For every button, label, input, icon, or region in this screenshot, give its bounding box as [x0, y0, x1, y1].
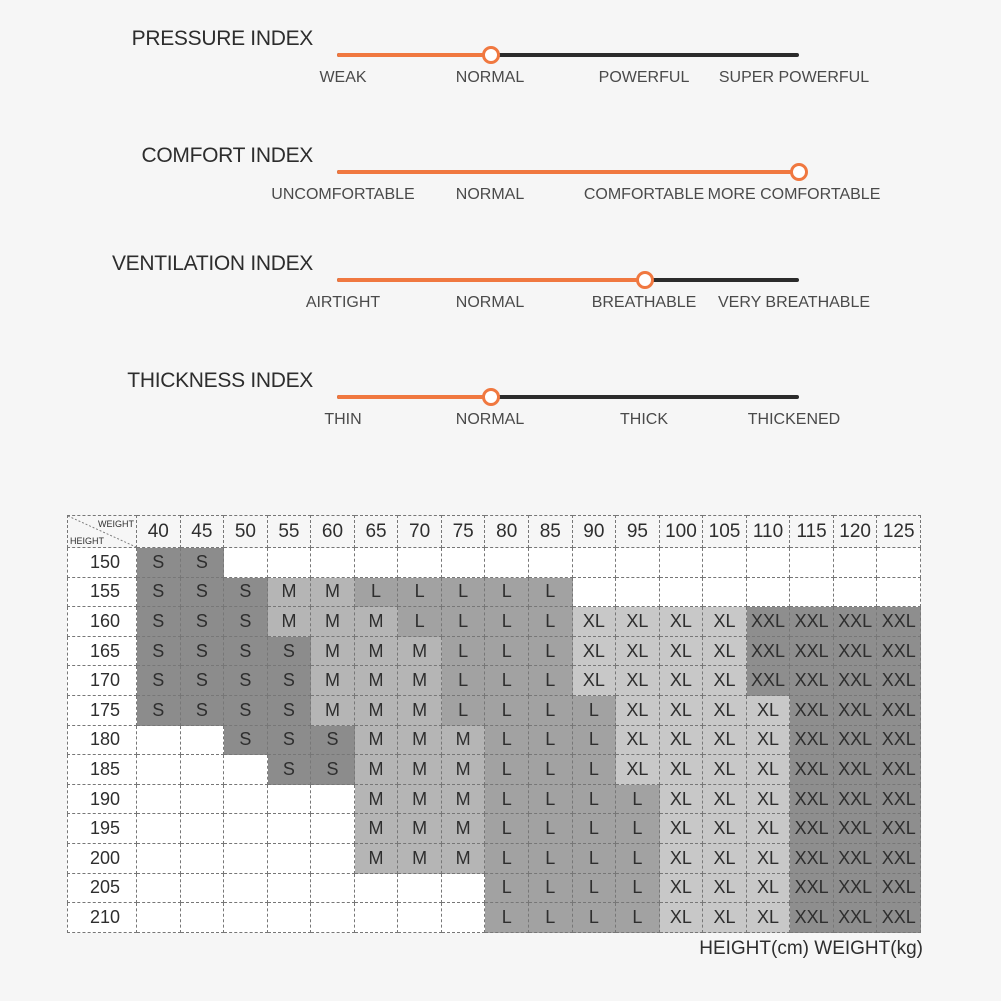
weight-header: 110: [747, 515, 791, 548]
size-cell: [573, 548, 617, 578]
size-cell: M: [442, 785, 486, 815]
index-level-label: NORMAL: [455, 411, 525, 428]
size-cell: XXL: [877, 844, 921, 874]
index-level-label: UNCOMFORTABLE: [271, 186, 415, 203]
size-cell: XL: [660, 903, 704, 933]
size-cell: S: [268, 755, 312, 785]
size-cell: XXL: [834, 637, 878, 667]
size-cell: L: [442, 696, 486, 726]
index-title: COMFORT INDEX: [141, 144, 313, 167]
height-header: 165: [67, 637, 137, 667]
size-cell: L: [573, 755, 617, 785]
size-cell: L: [573, 785, 617, 815]
size-cell: [181, 874, 225, 904]
size-cell: [311, 874, 355, 904]
size-cell: S: [137, 637, 181, 667]
size-cell: M: [311, 607, 355, 637]
size-cell: XL: [616, 607, 660, 637]
size-cell: [747, 578, 791, 608]
size-cell: XL: [660, 637, 704, 667]
size-cell: S: [137, 607, 181, 637]
corner-weight-label: WEIGHT: [98, 519, 134, 529]
weight-header: 70: [398, 515, 442, 548]
index-level-label: NORMAL: [455, 294, 525, 311]
size-cell: [137, 814, 181, 844]
size-cell: S: [137, 666, 181, 696]
index-slider: [337, 170, 799, 174]
size-cell: XL: [660, 814, 704, 844]
height-header: 200: [67, 844, 137, 874]
size-cell: [616, 578, 660, 608]
size-cell: [224, 814, 268, 844]
corner-height-label: HEIGHT: [70, 536, 105, 546]
size-cell: XL: [573, 637, 617, 667]
size-cell: S: [137, 696, 181, 726]
size-cell: [137, 874, 181, 904]
weight-header: 60: [311, 515, 355, 548]
slider-fill: [337, 278, 645, 282]
index-level-label: AIRTIGHT: [305, 294, 381, 311]
size-cell: L: [485, 726, 529, 756]
size-cell: XL: [660, 696, 704, 726]
index-title: PRESSURE INDEX: [131, 27, 313, 50]
size-cell: [703, 548, 747, 578]
table-corner: [67, 515, 137, 548]
size-cell: XXL: [834, 814, 878, 844]
index-level-label: THIN: [324, 411, 362, 428]
size-cell: XXL: [790, 844, 834, 874]
size-cell: M: [442, 844, 486, 874]
size-cell: L: [529, 814, 573, 844]
size-cell: [355, 903, 399, 933]
size-cell: XL: [747, 755, 791, 785]
size-cell: L: [529, 666, 573, 696]
height-header: 170: [67, 666, 137, 696]
weight-header: 65: [355, 515, 399, 548]
size-cell: M: [355, 607, 399, 637]
size-chart-table: [67, 515, 921, 933]
weight-header: 75: [442, 515, 486, 548]
size-cell: L: [442, 666, 486, 696]
size-cell: XXL: [877, 903, 921, 933]
size-cell: XXL: [790, 903, 834, 933]
size-cell: S: [181, 607, 225, 637]
index-level-label: WEAK: [319, 69, 367, 86]
size-cell: XL: [747, 726, 791, 756]
size-cell: L: [485, 874, 529, 904]
size-cell: L: [442, 578, 486, 608]
index-level-label: BREATHABLE: [591, 294, 697, 311]
size-cell: [311, 844, 355, 874]
size-cell: XXL: [834, 726, 878, 756]
size-cell: XXL: [790, 607, 834, 637]
size-cell: [181, 755, 225, 785]
size-cell: [137, 726, 181, 756]
size-cell: [224, 785, 268, 815]
size-cell: [398, 548, 442, 578]
size-cell: [877, 548, 921, 578]
size-cell: XL: [616, 755, 660, 785]
size-cell: XXL: [834, 607, 878, 637]
size-cell: XL: [747, 903, 791, 933]
size-cell: M: [442, 814, 486, 844]
size-cell: [181, 903, 225, 933]
size-cell: [355, 874, 399, 904]
size-cell: M: [355, 755, 399, 785]
size-cell: XL: [747, 785, 791, 815]
size-cell: [442, 548, 486, 578]
size-chart-units: HEIGHT(cm) WEIGHT(kg): [699, 938, 923, 959]
weight-header: 100: [660, 515, 704, 548]
size-cell: L: [529, 637, 573, 667]
size-cell: XXL: [790, 666, 834, 696]
index-level-label: NORMAL: [455, 186, 525, 203]
size-cell: [573, 578, 617, 608]
weight-header: 80: [485, 515, 529, 548]
size-cell: M: [442, 726, 486, 756]
size-cell: S: [268, 696, 312, 726]
size-cell: [442, 874, 486, 904]
size-cell: [137, 903, 181, 933]
size-cell: XL: [747, 696, 791, 726]
size-cell: XXL: [834, 696, 878, 726]
size-cell: XL: [616, 637, 660, 667]
size-cell: [268, 874, 312, 904]
size-cell: XL: [747, 844, 791, 874]
size-cell: [616, 548, 660, 578]
size-cell: M: [398, 814, 442, 844]
size-cell: [268, 814, 312, 844]
size-cell: L: [616, 874, 660, 904]
size-cell: XL: [616, 666, 660, 696]
size-cell: XXL: [747, 607, 791, 637]
size-cell: [224, 903, 268, 933]
index-title: VENTILATION INDEX: [111, 252, 313, 275]
size-cell: [660, 578, 704, 608]
size-cell: L: [529, 755, 573, 785]
size-cell: L: [485, 844, 529, 874]
size-cell: [311, 903, 355, 933]
size-cell: [790, 578, 834, 608]
size-cell: XL: [703, 903, 747, 933]
size-cell: M: [355, 844, 399, 874]
size-cell: XXL: [790, 814, 834, 844]
size-cell: [181, 785, 225, 815]
size-cell: XL: [703, 814, 747, 844]
size-cell: L: [573, 874, 617, 904]
size-cell: XL: [703, 607, 747, 637]
weight-header: 40: [137, 515, 181, 548]
size-cell: [529, 548, 573, 578]
index-level-label: THICKENED: [747, 411, 841, 428]
size-cell: M: [355, 696, 399, 726]
size-cell: XXL: [877, 607, 921, 637]
size-cell: S: [268, 666, 312, 696]
size-cell: XL: [573, 666, 617, 696]
size-cell: L: [529, 785, 573, 815]
size-cell: [137, 844, 181, 874]
size-cell: L: [529, 874, 573, 904]
weight-header: 85: [529, 515, 573, 548]
size-cell: XL: [660, 785, 704, 815]
size-cell: [224, 548, 268, 578]
size-cell: M: [442, 755, 486, 785]
size-cell: S: [181, 637, 225, 667]
size-cell: S: [311, 726, 355, 756]
size-cell: M: [355, 726, 399, 756]
size-cell: [224, 755, 268, 785]
size-cell: XXL: [834, 844, 878, 874]
size-cell: L: [573, 814, 617, 844]
height-header: 180: [67, 726, 137, 756]
size-cell: XL: [703, 726, 747, 756]
size-cell: M: [355, 785, 399, 815]
weight-header: 125: [877, 515, 921, 548]
size-cell: XL: [573, 607, 617, 637]
height-header: 175: [67, 696, 137, 726]
size-cell: XL: [703, 785, 747, 815]
size-cell: XXL: [834, 785, 878, 815]
size-cell: XXL: [877, 755, 921, 785]
size-cell: XXL: [834, 903, 878, 933]
size-cell: [355, 548, 399, 578]
size-cell: S: [137, 578, 181, 608]
size-cell: L: [485, 696, 529, 726]
size-cell: [224, 844, 268, 874]
size-cell: [834, 578, 878, 608]
size-cell: S: [224, 578, 268, 608]
size-cell: M: [268, 578, 312, 608]
size-cell: XL: [660, 755, 704, 785]
size-cell: XXL: [877, 666, 921, 696]
size-cell: [834, 548, 878, 578]
weight-header: 115: [790, 515, 834, 548]
size-cell: M: [398, 785, 442, 815]
size-cell: M: [355, 814, 399, 844]
size-cell: M: [398, 726, 442, 756]
size-cell: [137, 785, 181, 815]
size-cell: [485, 548, 529, 578]
size-cell: L: [529, 696, 573, 726]
size-cell: L: [616, 814, 660, 844]
size-cell: S: [224, 637, 268, 667]
size-cell: [311, 548, 355, 578]
size-cell: L: [485, 578, 529, 608]
size-cell: [224, 874, 268, 904]
size-cell: L: [485, 903, 529, 933]
index-level-label: COMFORTABLE: [583, 186, 705, 203]
weight-header: 95: [616, 515, 660, 548]
weight-header: 50: [224, 515, 268, 548]
size-cell: L: [573, 844, 617, 874]
size-cell: [398, 874, 442, 904]
size-cell: XXL: [877, 874, 921, 904]
size-cell: XL: [703, 666, 747, 696]
slider-fill: [337, 395, 491, 399]
height-header: 195: [67, 814, 137, 844]
size-cell: XXL: [790, 726, 834, 756]
height-header: 205: [67, 874, 137, 904]
weight-header: 90: [573, 515, 617, 548]
size-cell: [790, 548, 834, 578]
height-header: 210: [67, 903, 137, 933]
weight-header: 45: [181, 515, 225, 548]
size-cell: XL: [747, 874, 791, 904]
size-cell: [268, 785, 312, 815]
size-cell: L: [485, 666, 529, 696]
size-cell: [398, 903, 442, 933]
size-cell: XL: [703, 637, 747, 667]
size-cell: XXL: [790, 874, 834, 904]
size-cell: XXL: [877, 726, 921, 756]
size-cell: XL: [703, 755, 747, 785]
size-cell: XXL: [790, 696, 834, 726]
size-cell: L: [529, 726, 573, 756]
index-level-label: NORMAL: [455, 69, 525, 86]
size-cell: L: [485, 785, 529, 815]
size-cell: S: [224, 607, 268, 637]
index-level-label: POWERFUL: [598, 69, 690, 86]
size-cell: [660, 548, 704, 578]
size-cell: XL: [660, 726, 704, 756]
size-cell: L: [442, 637, 486, 667]
size-cell: XXL: [877, 696, 921, 726]
size-cell: L: [355, 578, 399, 608]
size-cell: XL: [616, 696, 660, 726]
size-cell: S: [181, 548, 225, 578]
size-cell: [268, 548, 312, 578]
index-title: THICKNESS INDEX: [127, 369, 313, 392]
size-cell: XL: [703, 844, 747, 874]
size-cell: M: [355, 666, 399, 696]
weight-header: 55: [268, 515, 312, 548]
size-cell: S: [224, 696, 268, 726]
height-header: 185: [67, 755, 137, 785]
size-cell: XXL: [834, 666, 878, 696]
slider-knob: [790, 163, 808, 181]
size-cell: XXL: [834, 874, 878, 904]
size-cell: [703, 578, 747, 608]
size-cell: L: [529, 578, 573, 608]
size-cell: S: [311, 755, 355, 785]
size-cell: M: [311, 578, 355, 608]
size-cell: S: [268, 726, 312, 756]
size-cell: M: [398, 844, 442, 874]
size-cell: M: [355, 637, 399, 667]
size-cell: M: [398, 755, 442, 785]
size-cell: L: [529, 607, 573, 637]
index-level-label: THICK: [620, 411, 668, 428]
height-header: 160: [67, 607, 137, 637]
height-header: 190: [67, 785, 137, 815]
size-cell: S: [181, 696, 225, 726]
size-cell: [181, 726, 225, 756]
size-cell: XL: [616, 726, 660, 756]
size-cell: M: [398, 696, 442, 726]
size-cell: [747, 548, 791, 578]
index-level-label: MORE COMFORTABLE: [707, 186, 881, 203]
size-cell: L: [442, 607, 486, 637]
size-cell: L: [485, 814, 529, 844]
weight-header: 105: [703, 515, 747, 548]
size-cell: XXL: [877, 785, 921, 815]
height-header: 150: [67, 548, 137, 578]
slider-knob: [636, 271, 654, 289]
size-cell: L: [485, 607, 529, 637]
size-cell: XXL: [747, 666, 791, 696]
size-cell: XL: [660, 874, 704, 904]
size-cell: [311, 785, 355, 815]
index-slider: [337, 278, 799, 282]
size-cell: XXL: [790, 785, 834, 815]
size-cell: L: [573, 726, 617, 756]
size-cell: L: [616, 785, 660, 815]
size-cell: S: [137, 548, 181, 578]
size-cell: XL: [747, 814, 791, 844]
size-cell: S: [181, 578, 225, 608]
size-cell: [181, 844, 225, 874]
size-cell: XXL: [790, 637, 834, 667]
size-cell: S: [224, 666, 268, 696]
size-cell: [442, 903, 486, 933]
size-cell: L: [616, 844, 660, 874]
size-cell: [268, 903, 312, 933]
size-cell: M: [398, 666, 442, 696]
size-cell: XL: [703, 874, 747, 904]
weight-header: 120: [834, 515, 878, 548]
size-cell: S: [224, 726, 268, 756]
size-cell: L: [573, 696, 617, 726]
index-slider: [337, 395, 799, 399]
size-cell: [137, 755, 181, 785]
size-cell: [877, 578, 921, 608]
height-header: 155: [67, 578, 137, 608]
size-cell: XXL: [877, 814, 921, 844]
index-level-label: SUPER POWERFUL: [718, 69, 870, 86]
size-cell: L: [529, 903, 573, 933]
size-cell: XL: [703, 696, 747, 726]
size-cell: M: [311, 637, 355, 667]
index-level-label: VERY BREATHABLE: [717, 294, 871, 311]
size-cell: L: [485, 637, 529, 667]
slider-fill: [337, 170, 799, 174]
size-cell: S: [268, 637, 312, 667]
size-cell: XL: [660, 844, 704, 874]
size-cell: XL: [660, 607, 704, 637]
size-cell: XXL: [834, 755, 878, 785]
size-cell: XXL: [747, 637, 791, 667]
size-cell: [181, 814, 225, 844]
size-cell: L: [573, 903, 617, 933]
size-cell: XXL: [877, 637, 921, 667]
size-cell: M: [311, 696, 355, 726]
size-cell: L: [529, 844, 573, 874]
size-cell: [268, 844, 312, 874]
size-cell: L: [398, 607, 442, 637]
size-cell: [311, 814, 355, 844]
size-cell: L: [485, 755, 529, 785]
slider-knob: [482, 388, 500, 406]
size-cell: XXL: [790, 755, 834, 785]
size-cell: L: [616, 903, 660, 933]
size-cell: M: [268, 607, 312, 637]
size-cell: M: [398, 637, 442, 667]
size-cell: M: [311, 666, 355, 696]
size-cell: S: [181, 666, 225, 696]
size-cell: XL: [660, 666, 704, 696]
size-cell: L: [398, 578, 442, 608]
